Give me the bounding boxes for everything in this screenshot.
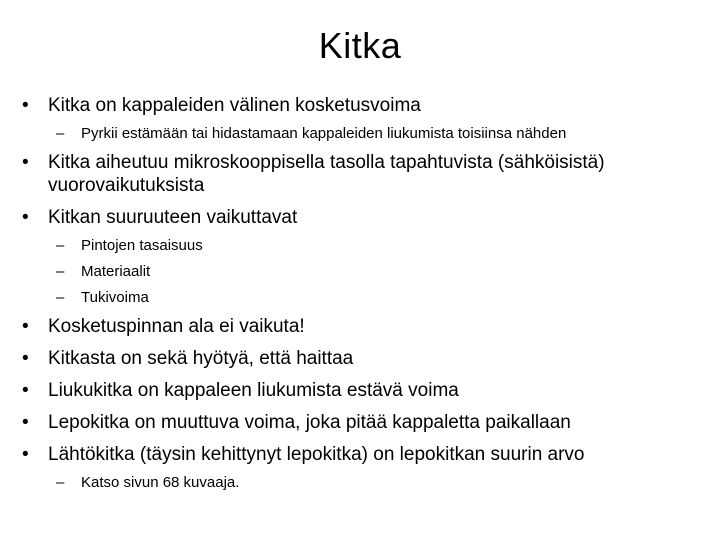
sub-item xyxy=(48,473,702,492)
bullet-item xyxy=(22,151,702,197)
bullet-text: Kosketuspinnan ala ei vaikuta! xyxy=(48,316,305,337)
bullet-text: Kitkasta on sekä hyötyä, että haittaa xyxy=(48,348,354,369)
bullet-item xyxy=(22,315,702,338)
sub-list xyxy=(48,473,702,492)
bullet-list xyxy=(22,94,702,500)
dash-icon: – xyxy=(56,237,65,254)
bullet-text: Kitka aiheutuu mikroskooppisella tasolla tapahtuvista (sähköisistä) vuorovaikutuksista xyxy=(48,152,605,196)
bullet-text: Liukukitka on kappaleen liukumista estävä voima xyxy=(48,380,459,401)
bullet-text: Lähtökitka (täysin kehittynyt lepokitka) on lepokitkan suurin arvo xyxy=(48,444,585,465)
sub-list xyxy=(48,124,702,143)
bullet-text: Kitka on kappaleiden välinen kosketusvoima xyxy=(48,95,421,116)
bullet-item xyxy=(22,443,702,492)
bullet-icon: • xyxy=(22,95,29,116)
bullet-icon: • xyxy=(22,348,29,369)
bullet-text: Lepokitka on muuttuva voima, joka pitää kappaletta paikallaan xyxy=(48,412,571,433)
sub-item xyxy=(48,288,702,307)
sub-item xyxy=(48,124,702,143)
dash-icon: – xyxy=(56,474,65,491)
bullet-icon: • xyxy=(22,316,29,337)
dash-icon: – xyxy=(56,125,65,142)
bullet-icon: • xyxy=(22,152,29,173)
slide-title: Kitka xyxy=(318,25,402,66)
sub-item xyxy=(48,236,702,255)
bullet-item xyxy=(22,411,702,434)
sub-item-text: Tukivoima xyxy=(81,289,149,306)
sub-item xyxy=(48,262,702,281)
bullet-icon: • xyxy=(22,207,29,228)
bullet-item xyxy=(22,206,702,307)
bullet-icon: • xyxy=(22,380,29,401)
bullet-icon: • xyxy=(22,412,29,433)
sub-item-text: Katso sivun 68 kuvaaja. xyxy=(81,474,240,491)
bullet-item xyxy=(22,379,702,402)
bullet-text: Kitkan suuruuteen vaikuttavat xyxy=(48,207,298,228)
sub-list xyxy=(48,236,702,307)
dash-icon: – xyxy=(56,263,65,280)
sub-item-text: Pyrkii estämään tai hidastamaan kappaleiden liukumista toisiinsa nähden xyxy=(81,125,567,142)
bullet-item xyxy=(22,347,702,370)
sub-item-text: Materiaalit xyxy=(81,263,151,280)
bullet-item xyxy=(22,94,702,143)
bullet-icon: • xyxy=(22,444,29,465)
sub-item-text: Pintojen tasaisuus xyxy=(81,237,203,254)
dash-icon: – xyxy=(56,289,65,306)
